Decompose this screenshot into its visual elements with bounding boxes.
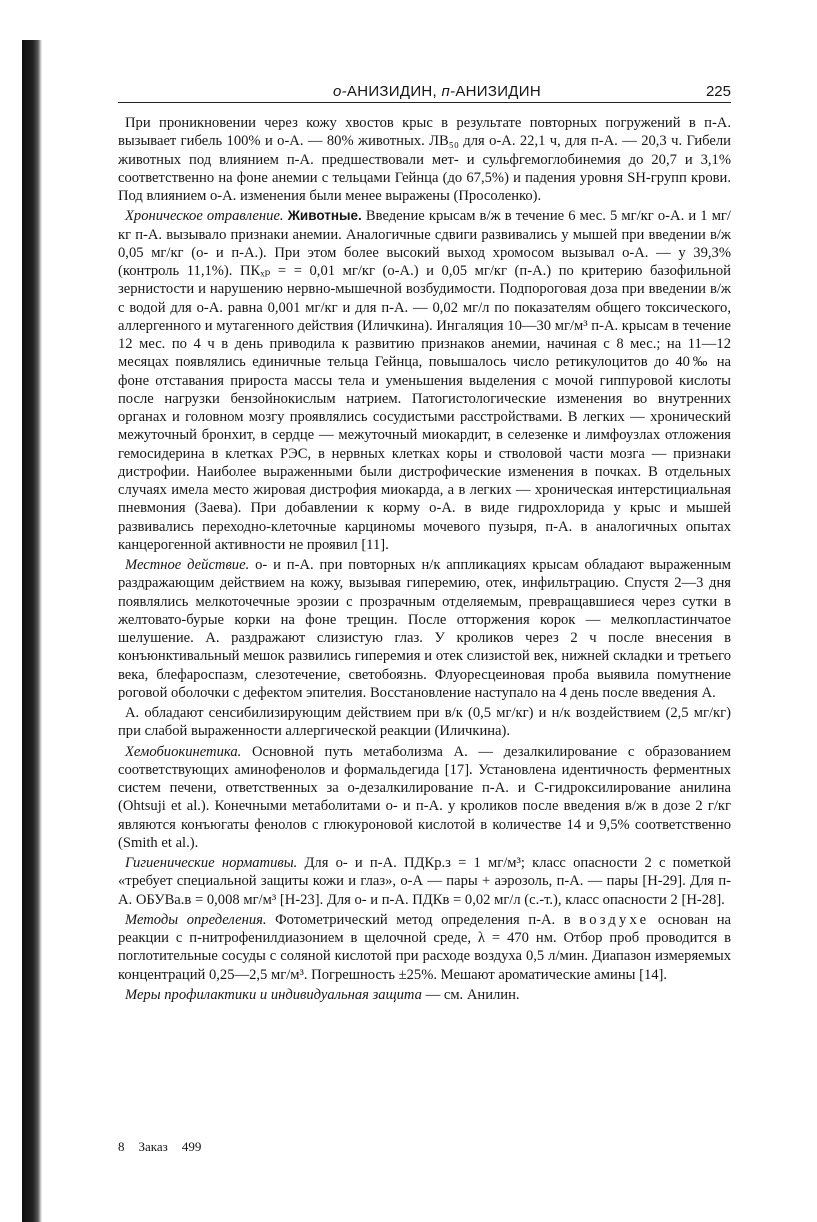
section-heading-methods: Методы определения. — [125, 911, 267, 928]
title-word-2: АНИЗИДИН — [455, 83, 541, 100]
signature-mark: 8 — [118, 1139, 125, 1154]
body-text — [118, 114, 731, 1004]
paragraph-prevention-text: — см. Анилин. — [425, 986, 520, 1003]
subheading-animals: Животные. — [287, 208, 362, 224]
header-rule — [118, 102, 731, 104]
title-prefix-ortho: о- — [332, 83, 347, 100]
page-number: 225 — [705, 83, 731, 100]
paragraph-chronic-text: Введение крысам в/ж в течение 6 мес. 5 мг/кг о-А. и 1 мг/кг п-А. вызывало признаки анемии. Аналогичные сдвиги развивались у мышей при введении в/ж 0,05 мг/кг (о- и п-А.). При этом более высокий выход хромосом вызывал о-А. — у 39,3% (контроль 11,1%). ПКₓₚ = = 0,01 мг/кг (о-А.) и 0,05 мг/кг (п-А.) по критерию базофильной зернистости и нарушению нервно-мышечной возбудимости. Подпороговая доза при введении в/ж с водой для о-А. равна 0,001 мг/кг и для п-А. — 0,02 мг/л по показателям общего токсического, аллергенного и мутагенного действия (Иличкина). Ингаляция 10—30 мг/м³ п-А. крысам в течение 12 мес. по 4 ч в день приводила к развитию признаков анемии, начиная с 8 мес.; на 11—12 месяцах появлялись единичные тельца Гейнца, повышалось число ретикулоцитов до 40‰ на фоне отставания прироста массы тела и уменьшения выделения с мочой гиппуровой кислоты после нагрузки бензойнокислым натрием. Патогистологические изменения во внутренних органах и головном мозгу проявлялись сосудистыми расстройствами. В легких — хронический межуточный бронхит, в сердце — межуточный миокардит, в селезенке и лимфоузлах отложения гемосидерина в клетках РЭС, в нервных клетках коры и стволовой части мозга — признаки дистрофии. Наиболее выраженными были дистрофические изменения в почках. В отдельных случаях имела место жировая дистрофия миокарда, а в легких — хроническая интерстициальная пневмония (Заева). При добавлении к корму о-А. в виде гидрохлорида у крыс и мышей развивались переходно-клеточные карциномы мочевого пузыря, п-А. в аналогичных опытах канцерогенной активности не проявил [11]. — [118, 208, 731, 553]
running-title — [118, 83, 706, 100]
order-label: Заказ — [138, 1139, 168, 1154]
section-heading-local: Местное действие. — [125, 557, 250, 573]
printer-signature-footer — [118, 1139, 215, 1155]
paragraph-sensitization: А. обладают сенсибилизирующим действием при в/к (0,5 мг/кг) и н/к воздействием (2,5 мг/кг) при слабой выраженности аллергической реакции (Иличкина). — [118, 705, 731, 740]
paragraph-local-text: о- и п-А. при повторных н/к аппликациях крысам обладают выраженным раздражающим действием на кожу, вызывая гиперемию, отек, инфильтрацию. Спустя 2—3 дня появлялись мелкоточечные эрозии с прозрачным отделяемым, превращавшиеся через сутки в желтовато-бурые корки на фоне трещин. После отторжения корок — мелкопластинчатое шелушение. А. раздражают слизистую глаз. У кроликов через 2 ч после внесения в конъюнктивальный мешок развились гиперемия и отек слизистой век, нижней складки и третьего века, блефароспазм, слезотечение, светобоязнь. Флуоресцеиновая проба выявила помутнение роговой оболочки с дефектом эпителия. Восстановление наступало на 4 день после введения А. — [118, 557, 731, 701]
running-header — [118, 76, 731, 100]
paragraph-biokinetics-text: Основной путь метаболизма А. — дезалкилирование с образованием соответствующих аминофенолов и формальдегида [17]. Установлена идентичность ферментных систем печени, ответственных за о-дезалкилирование п-А. и С-гидроксилирование анилина (Ohtsuji et al.). Конечными метаболитами о- и п-А. у кроликов после введения в/ж в дозе 2 г/кг являются конъюгаты фенолов с глюкуроновой кислотой в количестве 14 и 9,5% соответственно (Smith et al.). — [118, 743, 732, 851]
section-heading-hygiene: Гигиенические нормативы. — [125, 855, 298, 871]
paragraph-local-action — [118, 556, 731, 702]
paragraph-dermal-exposure: При проникновении через кожу хвостов крыс в результате повторных погружений в п-А. вызывает гибель 100% и о-А. — 80% животных. ЛВ₅₀ для о-А. 22,1 ч, для п-А. — 20,3 ч. Гибели животных под влиянием п-А. предшествовали мет- и сульфгемоглобинемия до 20,7 и 3,1% соответственно на фоне анемии с тельцами Гейнца (до 67,5%) и падения уровня SH-групп крови. Под влиянием о-А. изменения были менее выражены (Просоленко). — [118, 115, 731, 204]
order-number: 499 — [181, 1139, 202, 1154]
paragraph-biokinetics — [118, 743, 731, 853]
paragraph-prevention — [118, 986, 731, 1004]
section-heading-prevention: Меры профилактики и индивидуальная защита — [125, 986, 422, 1003]
section-heading-chronic: Хроническое отравление. — [125, 208, 284, 225]
document-page — [118, 76, 731, 1176]
paragraph-methods-pre: Фотометрический метод определения п-А. в — [275, 911, 571, 928]
book-spine-shadow — [22, 40, 42, 1222]
paragraph-hygiene-text: Для о- и п-А. ПДКр.з = 1 мг/м³; класс опасности 2 с пометкой «требует специальной защиты кожи и глаз», о-А — пары + аэрозоль, п-А. — пары [Н-29]. Для п-А. ОБУВа.в = 0,008 мг/м³ [Н-23]. Для о- и п-А. ПДКв = 0,02 мг/л (с.-т.), класс опасности 2 [Н-28]. — [118, 855, 731, 908]
section-heading-biokinetics: Хемобиокинетика. — [125, 743, 242, 760]
paragraph-methods — [118, 911, 731, 984]
title-word-1: АНИЗИДИН, — [346, 83, 442, 100]
paragraph-methods-text: основан на реакции с п-нитрофенилдиазонием в щелочной среде, λ = 470 нм. Отбор проб проводится в поглотительные сосуды с соляной кислотой при расходе воздуха 0,5 л/мин. Диапазон измеряемых концентраций 0,25—2,5 мг/м³. Погрешность ±25%. Мешают ароматические амины [14]. — [118, 911, 732, 983]
paragraph-hygiene-standards — [118, 854, 731, 909]
paragraph-chronic-poisoning — [118, 207, 731, 554]
spaced-word-air: воздухе — [579, 911, 650, 928]
title-prefix-para: п- — [441, 83, 456, 100]
